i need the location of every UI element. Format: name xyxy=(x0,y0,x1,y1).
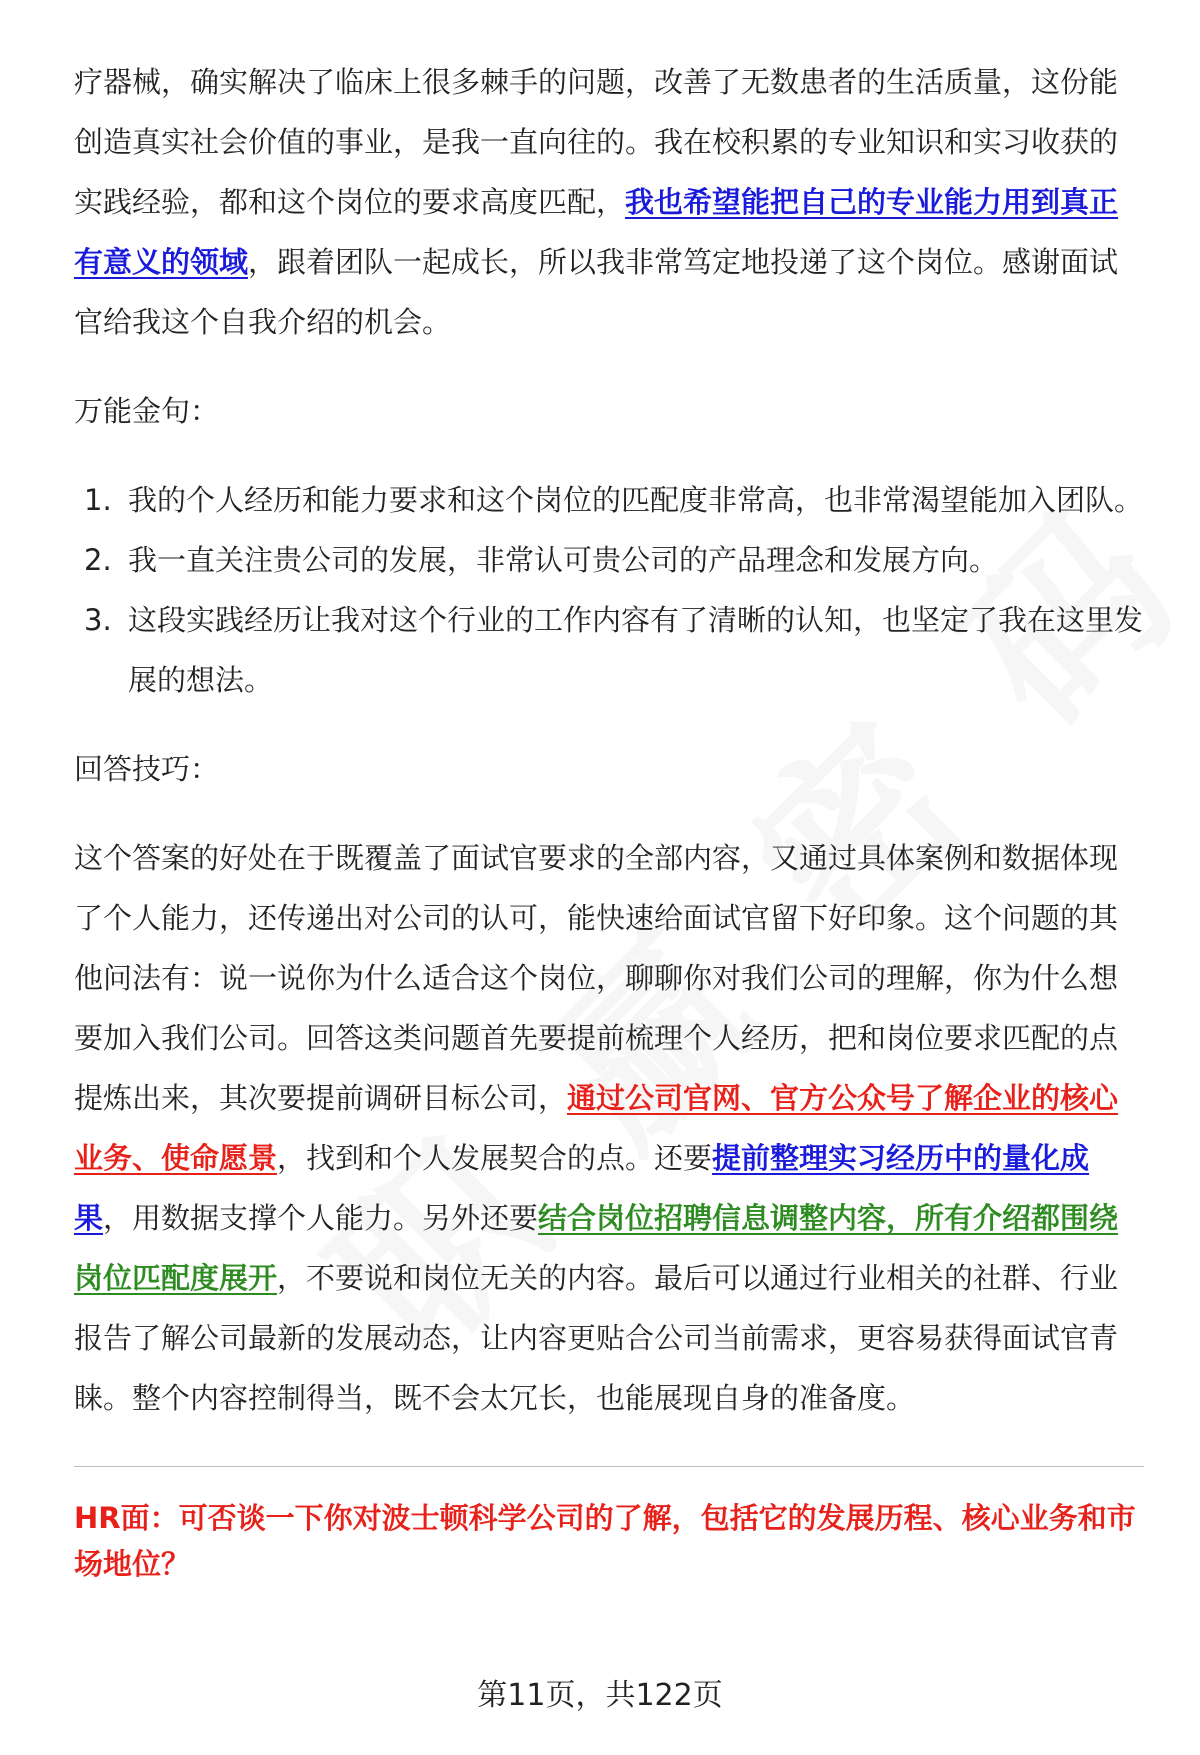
hr-question-heading: HR面：可否谈一下你对波士顿科学公司的了解，包括它的发展历程、核心业务和市场地位？ xyxy=(74,1501,1136,1581)
paragraph-text: ，用数据支撑个人能力。另外还要 xyxy=(103,1201,539,1235)
golden-sentences-list xyxy=(74,470,1144,710)
document-page xyxy=(74,52,1144,1587)
highlight-blue: 提前整理实习经历中的量化成果 xyxy=(74,1141,1090,1235)
highlight-red: 通过公司官网、官方公众号了解企业的核心业务、使命愿景 xyxy=(74,1081,1119,1175)
paragraph-text: ，找到和个人发展契合的点。还要 xyxy=(277,1141,713,1175)
answer-tips-paragraph xyxy=(74,828,1144,1428)
list-item xyxy=(74,470,1144,530)
list-number: 3. xyxy=(84,603,112,637)
list-item xyxy=(74,590,1144,710)
paragraph-text: ，不要说和岗位无关的内容。最后可以通过行业相关的社群、行业报告了解公司最新的发展动态，让内容更贴合公司当前需求，更容易获得面试官青睐。整个内容控制得当，既不会太冗长，也能展现自身的准备度。 xyxy=(74,1261,1119,1415)
highlight-blue: 我也希望能把自己的专业能力用到真正有意义的领域 xyxy=(74,185,1119,279)
list-number: 1. xyxy=(84,483,112,517)
page-number-footer: 第11页，共122页 xyxy=(477,1678,723,1713)
paragraph-text: ，跟着团队一起成长，所以我非常笃定地投递了这个岗位。感谢面试官给我这个自我介绍的机会。 xyxy=(74,245,1119,339)
answer-tips-label: 回答技巧： xyxy=(74,752,220,786)
paragraph-text: 疗器械，确实解决了临床上很多棘手的问题，改善了无数患者的生活质量，这份能创造真实社会价值的事业，是我一直向往的。我在校积累的专业知识和实习收获的实践经验，都和这个岗位的要求高度匹配， xyxy=(74,65,1119,219)
list-text: 我的个人经历和能力要求和这个岗位的匹配度非常高，也非常渴望能加入团队。 xyxy=(128,483,1144,517)
list-item xyxy=(74,530,1144,590)
list-number: 2. xyxy=(84,543,112,577)
intro-paragraph-end xyxy=(74,52,1144,352)
paragraph-text: 这个答案的好处在于既覆盖了面试官要求的全部内容，又通过具体案例和数据体现了个人能力，还传递出对公司的认可，能快速给面试官留下好印象。这个问题的其他问法有：说一说你为什么适合这个岗位，聊聊你对我们公司的理解，你为什么想要加入我们公司。回答这类问题首先要提前梳理个人经历，把和岗位要求匹配的点提炼出来，其次要提前调研目标公司， xyxy=(74,841,1119,1115)
section-divider xyxy=(74,1466,1144,1467)
golden-sentences-label: 万能金句： xyxy=(74,394,220,428)
list-text: 这段实践经历让我对这个行业的工作内容有了清晰的认知，也坚定了我在这里发展的想法。 xyxy=(128,603,1144,697)
list-text: 我一直关注贵公司的发展，非常认可贵公司的产品理念和发展方向。 xyxy=(128,543,999,577)
highlight-green: 结合岗位招聘信息调整内容，所有介绍都围绕岗位匹配度展开 xyxy=(74,1201,1119,1295)
